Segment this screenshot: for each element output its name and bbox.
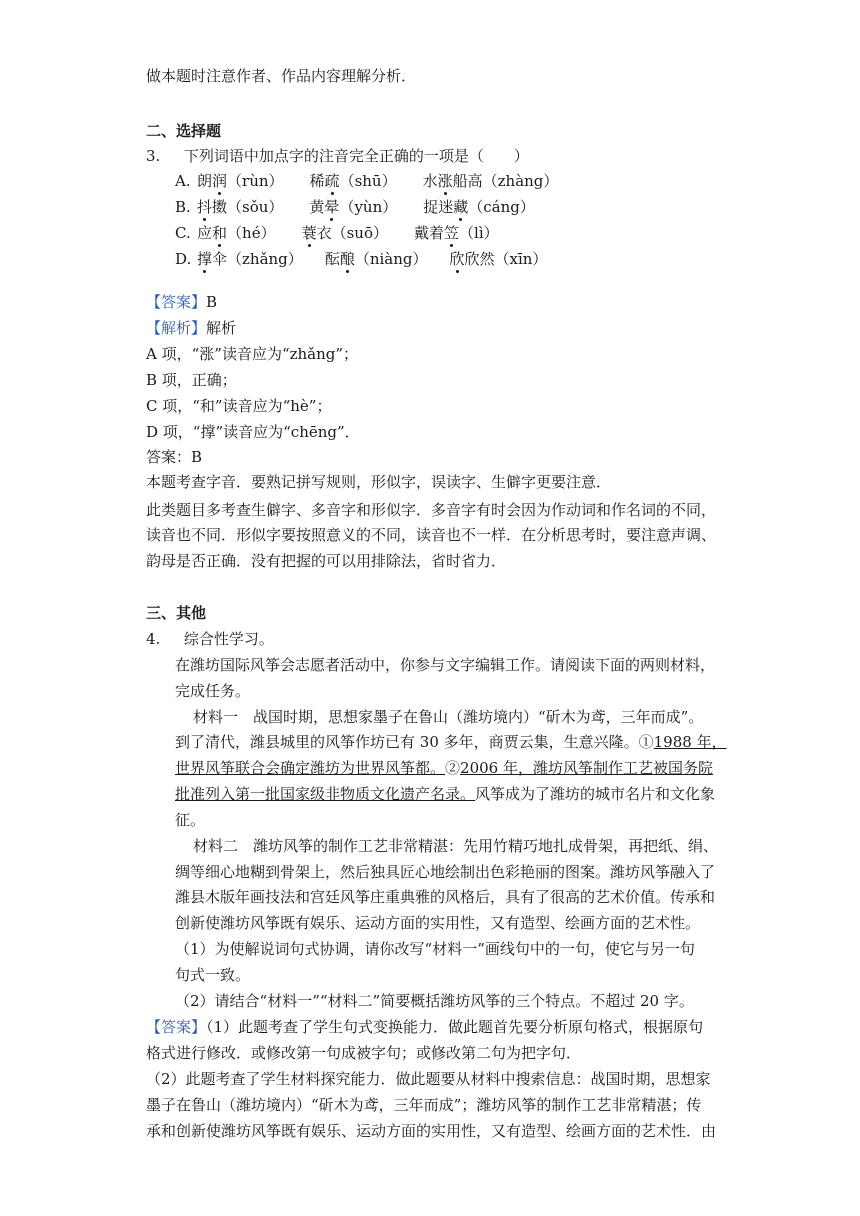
intro-text: 做本题时注意作者、作品内容理解分析．: [146, 67, 417, 85]
task-one: 句式一致。: [175, 966, 251, 984]
dotted-char: 抖: [197, 198, 213, 216]
question-stem: [146, 146, 529, 166]
material-one: 批准列入第一批国家级非物质文化遗产名录。风筝成为了潍坊的城市名片和文化象: [175, 785, 716, 803]
analysis-text: 此类题目多考查生僻字、多音字和形似字．多音字有时会因为作动词和作名词的不同，: [146, 501, 717, 519]
dotted-char: 藏: [453, 198, 469, 216]
material-one: 到了清代，潍县城里的风筝作坊已有 30 多年，商贾云集，生意兴隆。①1988 年，: [175, 733, 727, 751]
dotted-char: 欣: [449, 250, 465, 268]
answer-text: （2）此题考查了学生材料探究能力．做此题要从材料中搜索信息：战国时期，思想家: [146, 1070, 711, 1088]
dotted-char: 笠: [444, 224, 460, 242]
option-letter: D.: [175, 250, 192, 268]
option-c: C. 应和（hé） 蓑衣（suō） 戴着笠（lì）: [175, 224, 499, 242]
analysis-line: [146, 318, 236, 338]
analysis-text: B 项，正确；: [146, 371, 237, 389]
answer-value: B: [206, 293, 218, 311]
material-one: 世界风筝联合会确定潍坊为世界风筝都。②2006 年，潍坊风筝制作工艺被国务院: [175, 759, 713, 777]
underlined-sentence: 2006 年，潍坊风筝制作工艺被国务院: [460, 759, 713, 777]
answer-text: 格式进行修改．或修改第一句成被字句；或修改第二句为把字句．: [146, 1044, 582, 1062]
dotted-char: 涨: [437, 172, 453, 190]
answer-line: 【答案】（1）此题考查了学生句式变换能力．做此题首先要分析原句格式，根据原句: [146, 1018, 704, 1036]
analysis-text: C 项，“和”读音应为“hè”；: [146, 397, 332, 415]
answer-tag: 【答案】: [146, 293, 207, 311]
section-heading: 二、选择题: [146, 122, 222, 140]
task-two: （2）请结合“材料一”“材料二”简要概括潍坊风筝的三个特点。不超过 20 字。: [175, 992, 694, 1010]
answer-text: 承和创新使潍坊风筝既有娱乐、运动方面的实用性，又有造型、绘画方面的艺术性．由: [146, 1122, 717, 1140]
task-one: （1）为使解说词句式协调，请你改写“材料一”画线句中的一句，使它与另一句: [175, 940, 695, 958]
section-heading: 三、其他: [146, 604, 207, 622]
dotted-char: 晕: [324, 198, 340, 216]
answer-text: 墨子在鲁山（潍坊境内）“斫木为鸢，三年而成”；潍坊风筝的制作工艺非常精湛；传: [146, 1096, 702, 1114]
underlined-sentence: 1988 年，: [653, 733, 727, 751]
dotted-char: 酿: [339, 250, 355, 268]
option-b: B. 抖擞（sǒu） 黄晕（yùn） 捉迷藏（cáng）: [175, 198, 535, 216]
analysis-text: D 项，“撑”读音应为“chēng”．: [146, 423, 360, 441]
analysis-tag: 【解析】: [146, 319, 207, 337]
option-letter: C.: [175, 224, 191, 242]
dotted-char: 润: [212, 172, 228, 190]
analysis-text: 韵母是否正确．没有把握的可以用排除法，省时省力．: [146, 552, 507, 570]
question-number: 4.: [146, 630, 161, 648]
option-letter: B.: [175, 198, 191, 216]
analysis-text: 读音也不同．形似字要按照意义的不同，读音也不一样．在分析思考时，要注意声调、: [146, 526, 717, 544]
answer-tag: 【答案】: [146, 1018, 207, 1036]
option-a: A. 朗润（rùn） 稀疏（shū） 水涨船高（zhàng）: [175, 172, 559, 190]
question-text: 下列词语中加点字的注音完全正确的一项是（ ）: [183, 147, 529, 165]
material-one: 材料一 战国时期，思想家墨子在鲁山（潍坊境内）“斫木为鸢，三年而成”。: [193, 708, 704, 726]
question-text: 综合性学习。: [183, 630, 274, 648]
material-two: 材料二 潍坊风筝的制作工艺非常精湛：先用竹精巧地扎成骨架，再把纸、绢、: [193, 837, 719, 855]
material-two: 绸等细心地糊到骨架上，然后独具匠心地绘制出色彩艳丽的图案。潍坊风筝融入了: [175, 863, 716, 881]
option-d: D. 撑伞（zhǎng） 酝酿（niàng） 欣欣然（xīn）: [175, 250, 548, 268]
analysis-text: 本题考查字音．要熟记拼写规则，形似字，误读字、生僻字更要注意．: [146, 473, 612, 491]
dotted-char: 蓑: [301, 224, 317, 242]
analysis-text: 答案：B: [146, 448, 203, 466]
dotted-char: 疏: [324, 172, 340, 190]
instruction-text: 完成任务。: [175, 682, 251, 700]
analysis-text: A 项，“涨”读音应为“zhǎng”；: [146, 345, 359, 363]
material-one: 征。: [175, 811, 206, 829]
analysis-title: 解析: [206, 319, 237, 337]
dotted-char: 撑: [197, 250, 213, 268]
underlined-sentence: 世界风筝联合会确定潍坊为世界风筝都。: [175, 759, 446, 777]
dotted-char: 和: [212, 224, 228, 242]
instruction-text: 在潍坊国际风筝会志愿者活动中，你参与文字编辑工作。请阅读下面的两则材料，: [175, 656, 716, 674]
answer-line: [146, 292, 217, 312]
question-number: 3.: [146, 147, 161, 165]
question-title: [146, 629, 274, 649]
material-two: 创新使潍坊风筝既有娱乐、运动方面的实用性，又有造型、绘画方面的艺术性。: [175, 914, 701, 932]
underlined-sentence: 批准列入第一批国家级非物质文化遗产名录。: [175, 785, 476, 803]
material-two: 潍县木版年画技法和宫廷风筝庄重典雅的风格后，具有了很高的艺术价值。传承和: [175, 888, 716, 906]
option-letter: A.: [175, 172, 191, 190]
